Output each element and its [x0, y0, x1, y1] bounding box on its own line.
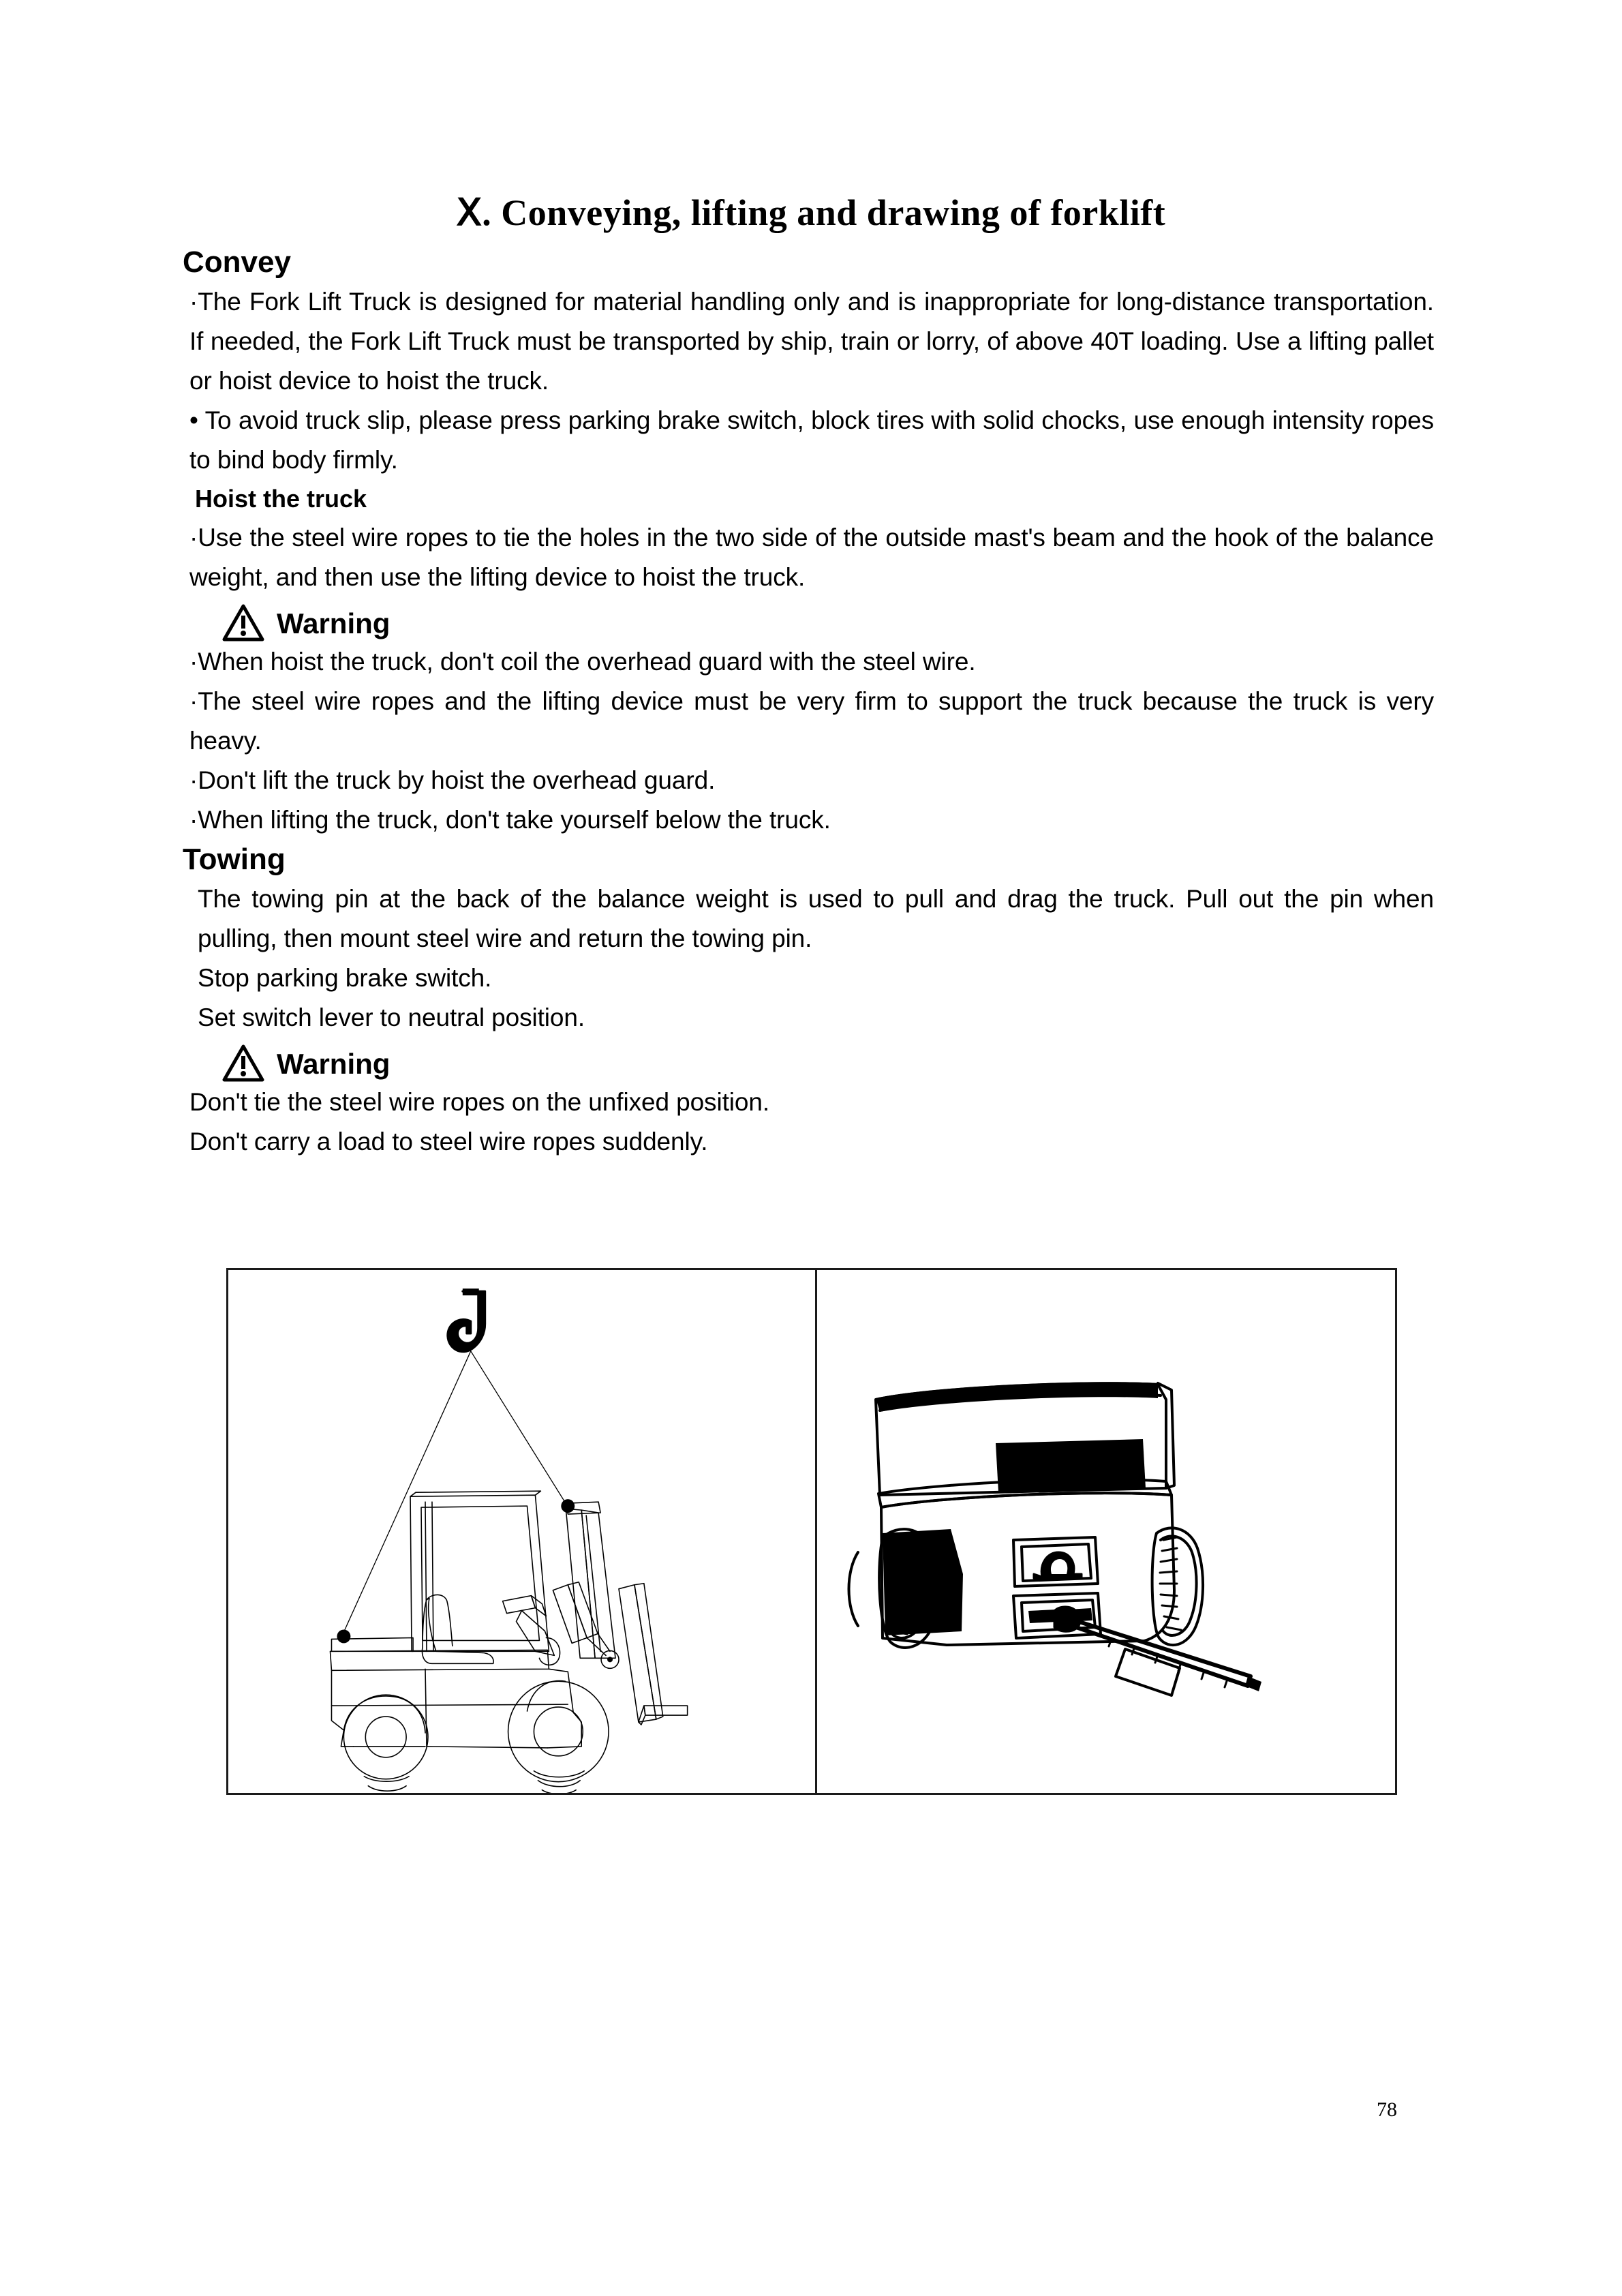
warning2-item-1: Don't tie the steel wire ropes on the unfixed position.: [189, 1088, 770, 1116]
convey-paragraph-1: ·The Fork Lift Truck is designed for material handling only and is inappropriate for long-distance transportation. If needed, the Fork Lift Truck must be transported by ship, train or lorry, of above 40T loading. Use a lifting pallet or hoist device to hoist the truck.: [189, 288, 1434, 395]
document-body: [183, 243, 1434, 1162]
page-title: Ⅹ. Conveying, lifting and drawing of forklift: [456, 192, 1166, 233]
convey-paragraph-2: • To avoid truck slip, please press parking brake switch, block tires with solid chocks, use enough intensity ropes to bind body firmly.: [189, 406, 1434, 474]
warning-label-2: Warning: [277, 1048, 391, 1080]
subheading-hoist-the-truck: Hoist the truck: [195, 485, 367, 513]
warning-label-1: Warning: [277, 607, 391, 639]
warning-triangle-icon: [222, 1044, 264, 1083]
heading-convey: Convey: [183, 245, 291, 279]
warning-banner-2: [222, 1040, 1434, 1083]
warning1-item-4: ·When lifting the truck, don't take yourself below the truck.: [189, 806, 831, 834]
heading-towing: Towing: [183, 843, 286, 876]
warning1-item-1: ·When hoist the truck, don't coil the overhead guard with the steel wire.: [189, 648, 976, 676]
page-number: 78: [1377, 2098, 1397, 2121]
towing-paragraph-2: Stop parking brake switch.: [198, 964, 492, 992]
crane-hook-icon: [448, 1288, 485, 1352]
forklift-hoisting-drawing: [228, 1270, 815, 1793]
towing-paragraph-3: Set switch lever to neutral position.: [198, 1003, 585, 1031]
warning1-item-3: ·Don't lift the truck by hoist the overhead guard.: [189, 766, 716, 794]
hoist-paragraph-1: ·Use the steel wire ropes to tie the holes in the two side of the outside mast's beam and the hook of the balance weight, and then use the lifting device to hoist the truck.: [189, 524, 1434, 591]
forklift-hoisting-illustration: [228, 1270, 817, 1793]
warning-triangle-icon: [222, 604, 264, 642]
forklift-towing-pin-illustration: [817, 1270, 1395, 1793]
forklift-towing-pin-drawing: [817, 1270, 1395, 1793]
towing-paragraph-1: The towing pin at the back of the balance weight is used to pull and drag the truck. Pull out the pin when pulling, then mount steel wire and return the towing pin.: [198, 885, 1434, 952]
sling-anchor-rear: [337, 1629, 350, 1643]
warning2-item-2: Don't carry a load to steel wire ropes suddenly.: [189, 1128, 708, 1155]
warning-banner-1: [222, 600, 1434, 642]
illustration-figure-box: [226, 1268, 1397, 1795]
warning1-item-2: ·The steel wire ropes and the lifting device must be very firm to support the truck because the truck is very heavy.: [189, 687, 1434, 755]
